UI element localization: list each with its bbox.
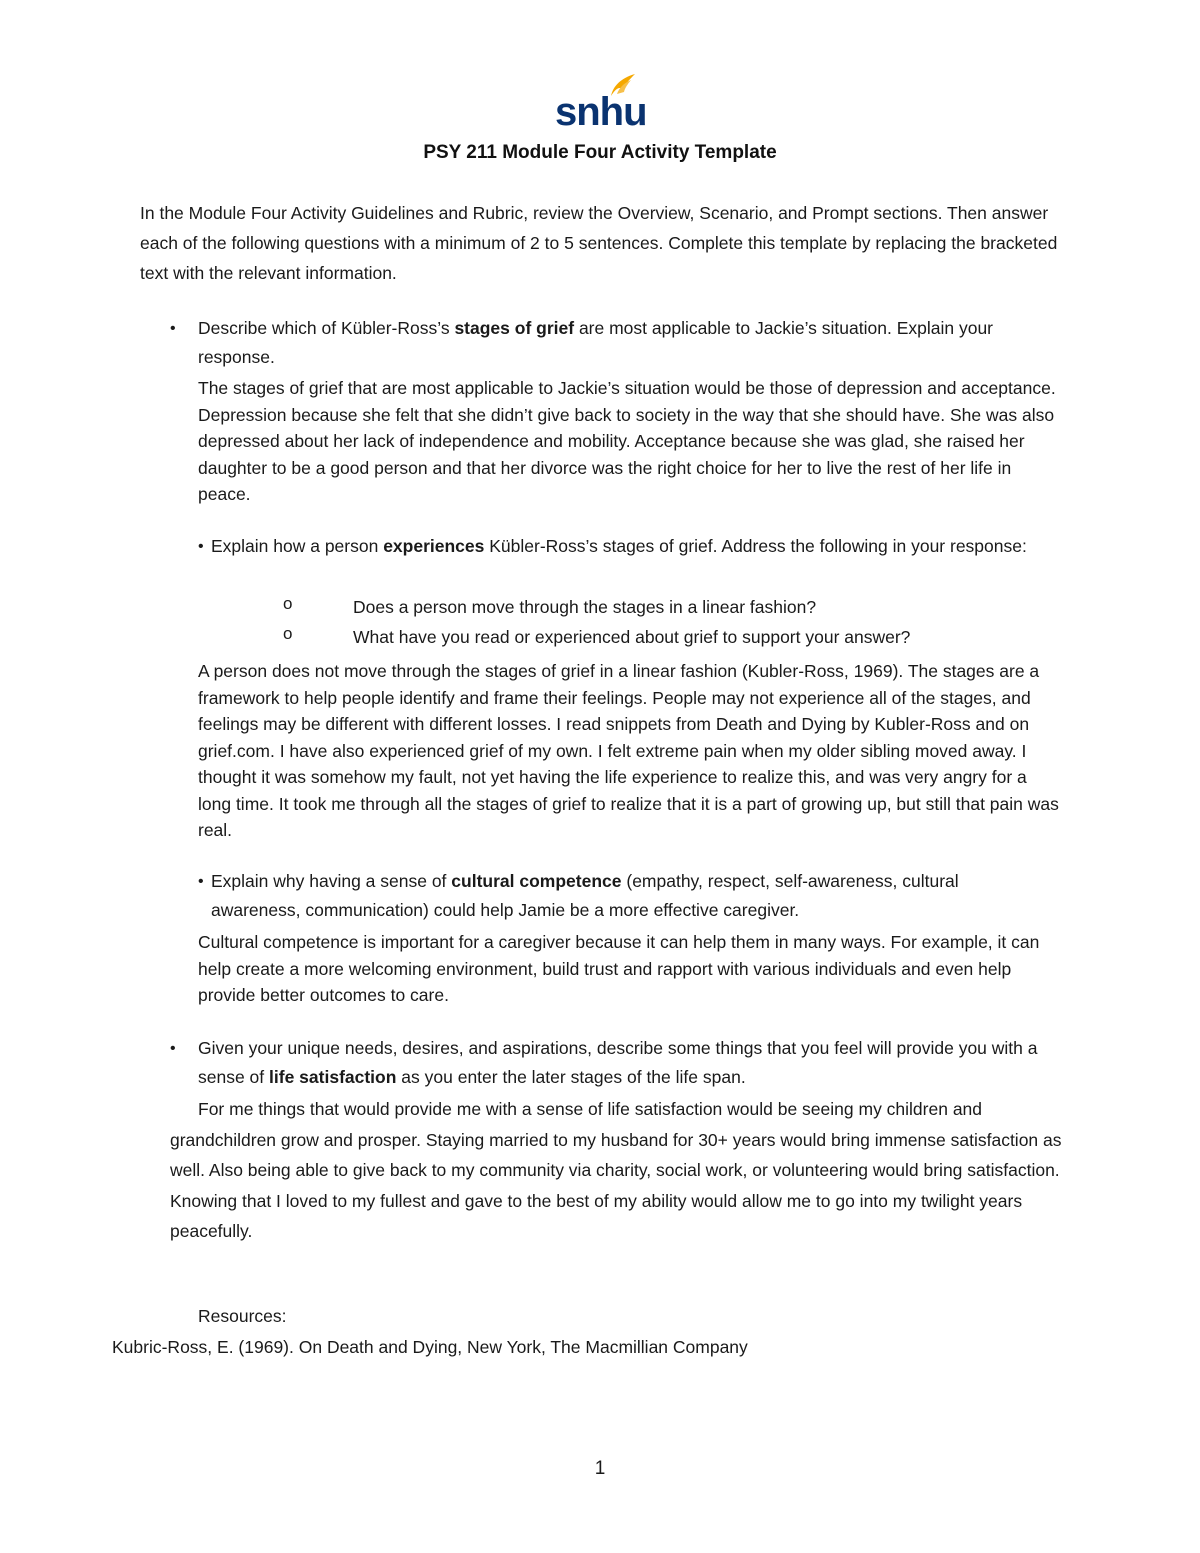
emphasis-life-satisfaction: life satisfaction [269, 1067, 397, 1087]
bullet-marker: • [170, 320, 176, 337]
page-number: 1 [594, 1458, 606, 1479]
snhu-logo [555, 72, 647, 134]
sub-bullet-marker: o [283, 594, 293, 613]
bullet-marker: • [198, 873, 204, 890]
sub-item-support: What have you read or experienced about grief to support your answer? [353, 627, 911, 647]
emphasis-cultural-competence: cultural competence [451, 871, 622, 891]
question-2-prompt: Explain how a person experiences Kübler-Ross’s stages of grief. Address the following in your response: [211, 536, 1027, 556]
question-4-prompt: Given your unique needs, desires, and aspirations, describe some things that you feel will provide you with a sense of life satisfaction as you enter the later stages of the life span. [198, 1038, 1038, 1087]
bullet-marker: • [170, 1040, 176, 1057]
answer-4: For me things that would provide me with a sense of life satisfaction would be seeing my children and grandchildren grow and prosper. Staying married to my husband for 30+ years would bring immense satisfaction as well. Also being able to give back to my community via charity, social work, or volunteering would bring satisfaction. Knowing that I loved to my fullest and gave to the best of my ability would allow me to go into my twilight years peacefully. [170, 1099, 1062, 1241]
sub-item-linear: Does a person move through the stages in a linear fashion? [353, 597, 817, 617]
question-3-prompt: Explain why having a sense of cultural competence (empathy, respect, self-awareness, cultural awareness, communication) could help Jamie be a more effective caregiver. [211, 871, 959, 920]
answer-1: The stages of grief that are most applicable to Jackie’s situation would be those of depression and acceptance. Depression because she felt that she didn’t give back to society in the way that she should have. She was also depressed about her lack of independence and mobility. Acceptance because she was glad, she raised her daughter to be a good person and that her divorce was the right choice for her to live the rest of her life in peace. [198, 378, 1056, 504]
emphasis-stages-of-grief: stages of grief [454, 318, 575, 338]
emphasis-experiences: experiences [383, 536, 485, 556]
resources-heading: Resources: [198, 1306, 287, 1326]
sub-bullet-marker: o [283, 624, 293, 643]
bullet-marker: • [198, 538, 204, 555]
question-1-prompt: Describe which of Kübler-Ross’s stages of grief are most applicable to Jackie’s situation. Explain your response. [198, 318, 994, 367]
answer-2: A person does not move through the stages of grief in a linear fashion (Kubler-Ross, 1969). The stages are a framework to help people identify and frame their feelings. People may not experience all of the stages, and feelings may be different with different losses. I read snippets from Death and Dying by Kubler-Ross and on grief.com. I have also experienced grief of my own. I felt extreme pain when my older sibling moved away. I thought it was somehow my fault, not yet having the life experience to realize this, and was very angry for a long time. It took me through all the stages of grief to realize that it is a part of growing up, but still that pain was real. [198, 661, 1059, 840]
intro-paragraph: In the Module Four Activity Guidelines and Rubric, review the Overview, Scenario, and Prompt sections. Then answer each of the following questions with a minimum of 2 to 5 sentences. Complete this template by replacing the bracketed text with the relevant information. [140, 203, 1058, 283]
page-title: PSY 211 Module Four Activity Template [423, 142, 777, 163]
citation: Kubric-Ross, E. (1969). On Death and Dying, New York, The Macmillian Company [112, 1337, 748, 1357]
answer-3: Cultural competence is important for a caregiver because it can help them in many ways. For example, it can help create a more welcoming environment, build trust and rapport with various individuals and even help provide better outcomes to care. [198, 932, 1040, 1005]
logo-wordmark: snhu [555, 90, 647, 134]
